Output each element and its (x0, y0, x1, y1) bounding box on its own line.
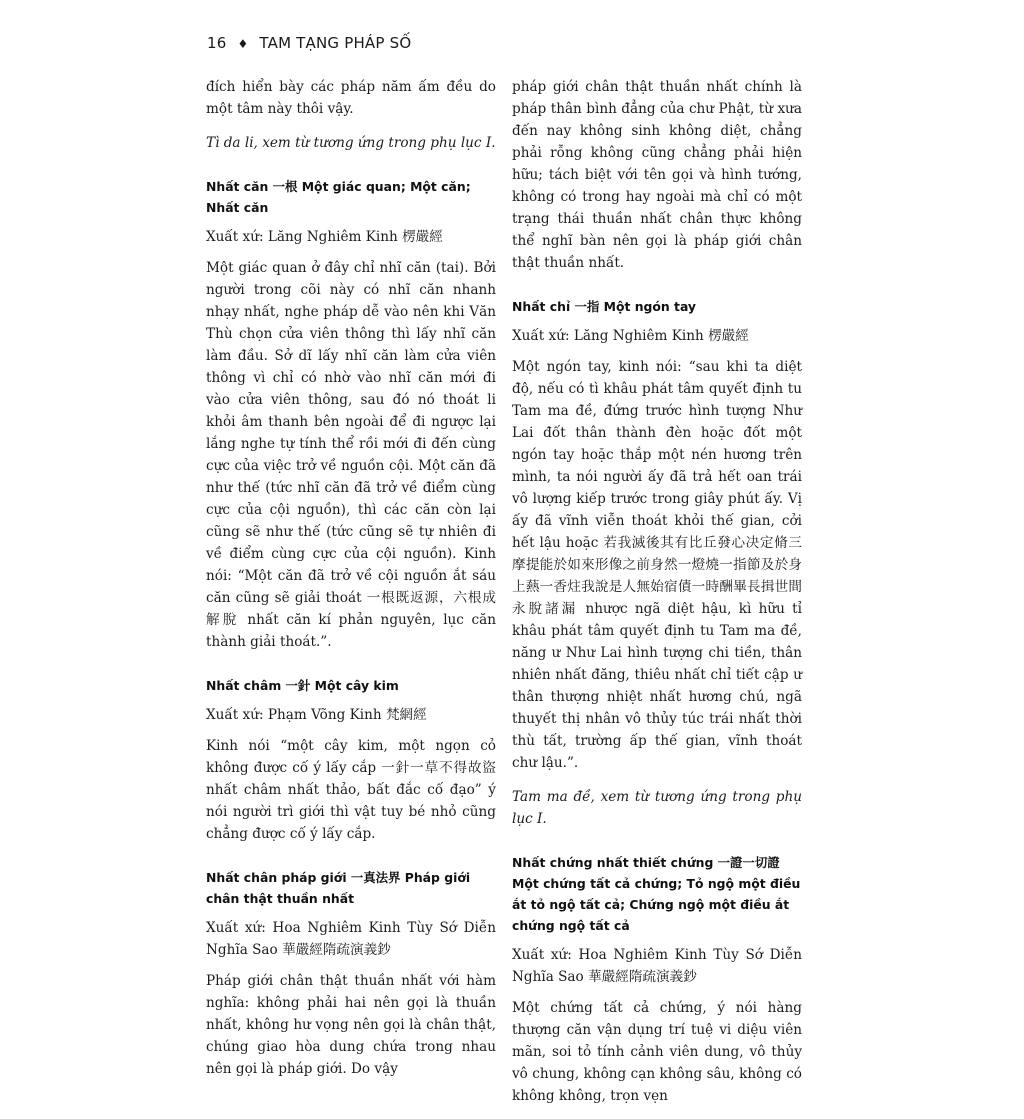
continued-paragraph: pháp giới chân thật thuần nhất chính là pháp thân bình đẳng của chư Phật, từ xưa đến nay không sinh không diệt, chẳng phải rỗng không cũng chẳng phải hiện hữu; tách biệt với tên gọi và hình tướng, không có trong hay ngoài mà chỉ có một trạng thái thuần nhất chân thực không thể nghĩ bàn nên gọi là pháp giới chân thật thuần nhất. (512, 79, 802, 271)
book-title: TAM TẠNG PHÁP SỐ (259, 34, 412, 52)
entry-body: Pháp giới chân thật thuần nhất với hàm nghĩa: không phải hai nên gọi là thuần nhất, không hư vọng nên gọi là chân thật, chúng giao hòa dung chứa trong nhau nên gọi là pháp giới. Do vậy (206, 973, 496, 1077)
cross-reference-note: Tì da li, xem từ tương ứng trong phụ lục I. (206, 135, 496, 151)
cross-reference-note: Tam ma đề, xem từ tương ứng trong phụ lục I. (512, 789, 802, 827)
entry-heading-nhat-chi: Nhất chỉ 一指 Một ngón tay (512, 299, 697, 314)
entry-heading-nhat-cham: Nhất châm 一針 Một cây kim (206, 678, 399, 693)
entry-source: Xuất xứ: Lăng Nghiêm Kinh 楞嚴經 (512, 328, 749, 344)
entry-source: Xuất xứ: Hoa Nghiêm Kinh Tùy Sớ Diễn Nghĩa Sao 華嚴經隋疏演義鈔 (206, 920, 496, 958)
running-header (207, 34, 411, 52)
entry-source: Xuất xứ: Lăng Nghiêm Kinh 楞嚴經 (206, 229, 443, 245)
left-column (206, 76, 496, 1092)
intro-paragraph: đích hiển bày các pháp năm ấm đều do một tâm này thôi vậy. (206, 79, 496, 117)
right-column (512, 76, 802, 1119)
entry-heading-nhat-chung: Nhất chứng nhất thiết chứng 一證一切證 Một chứng tất cả chứng; Tỏ ngộ một điều ắt tỏ ngộ tất cả; Chứng ngộ một điều ắt chứng ngộ tất cả (512, 855, 801, 933)
page-number: 16 (207, 34, 227, 52)
entry-body: Kinh nói “một cây kim, một ngọn cỏ không được cố ý lấy cắp 一針一草不得故盜 nhất châm nhất thảo, bất đắc cố đạo” ý nói người trì giới thì vật tuy bé nhỏ cũng chẳng được cố ý lấy cắp. (206, 738, 496, 842)
entry-body: Một ngón tay, kinh nói: “sau khi ta diệt độ, nếu có tì khâu phát tâm quyết định tu Tam ma đề, đứng trước hình tượng Như Lai đốt thân thành đèn hoặc đốt một ngón tay hoặc thắp một nén hương trên mình, ta nói người ấy đã trả hết oan trái vô lượng kiếp trước trong giây phút ấy. Vị ấy đã vĩnh viễn thoát khỏi thế gian, cởi hết lậu hoặc 若我滅後其有比丘發心决定脩三摩提能於如來形像之前身然一燈燒一指節及於身上爇一香炷我說是人無始宿債一時酬畢長揖世間永脫諸漏 nhược ngã diệt hậu, kì hữu tỉ khâu phát tâm quyết định tu Tam ma đề, năng ư Như Lai hình tượng chi tiền, thân nhiên nhất đăng, thiêu nhất chỉ tiết cập ư thân thượng nhiệt nhất hương chú, ngã thuyết thị nhân vô thủy túc trái nhất thời thù tất, trường ấp thế gian, vĩnh thoát chư lậu.”. (512, 359, 802, 771)
entry-source: Xuất xứ: Phạm Võng Kinh 梵網經 (206, 707, 427, 723)
entry-body: Một giác quan ở đây chỉ nhĩ căn (tai). Bởi người trong cõi này có nhĩ căn nhanh nhạy nhất, nghe pháp dễ vào nên khi Văn Thù chọn cửa viên thông thì lấy nhĩ căn làm đầu. Sở dĩ lấy nhĩ căn làm cửa viên thông vì chỉ có nhờ vào nhĩ căn mới đi vào cửa viên thông, sau đó nó thoát li khỏi âm thanh bên ngoài để đi ngược lại lắng nghe tự tính thể rồi mới đi đến cùng cực của việc trở về nguồn cội. Một căn đã như thế (tức nhĩ căn đã trở về điểm cùng cực của cội nguồn), thì các căn còn lại cũng sẽ như thế (tức cũng sẽ tự nhiên đi về điểm cùng cực của cội nguồn). Kinh nói: “Một căn đã trở về cội nguồn ắt sáu căn cũng sẽ giải thoát 一根既返源，六根成解脫 nhất căn kí phản nguyên, lục căn thành giải thoát.”. (206, 260, 496, 650)
entry-source: Xuất xứ: Hoa Nghiêm Kinh Tùy Sớ Diễn Nghĩa Sao 華嚴經隋疏演義鈔 (512, 947, 802, 985)
entry-heading-nhat-chan-phap-gioi: Nhất chân pháp giới 一真法界 Pháp giới chân thật thuần nhất (206, 870, 471, 906)
entry-body: Một chứng tất cả chứng, ý nói hàng thượng căn vận dụng trí tuệ vi diệu viên mãn, soi tỏ tính cảnh viên dung, vô thủy vô chung, không cạn không sâu, không có không không, trọn vẹn (512, 1000, 802, 1104)
diamond-icon: ♦ (237, 37, 249, 51)
entry-heading-nhat-can: Nhất căn 一根 Một giác quan; Một căn; Nhất căn (206, 179, 471, 215)
